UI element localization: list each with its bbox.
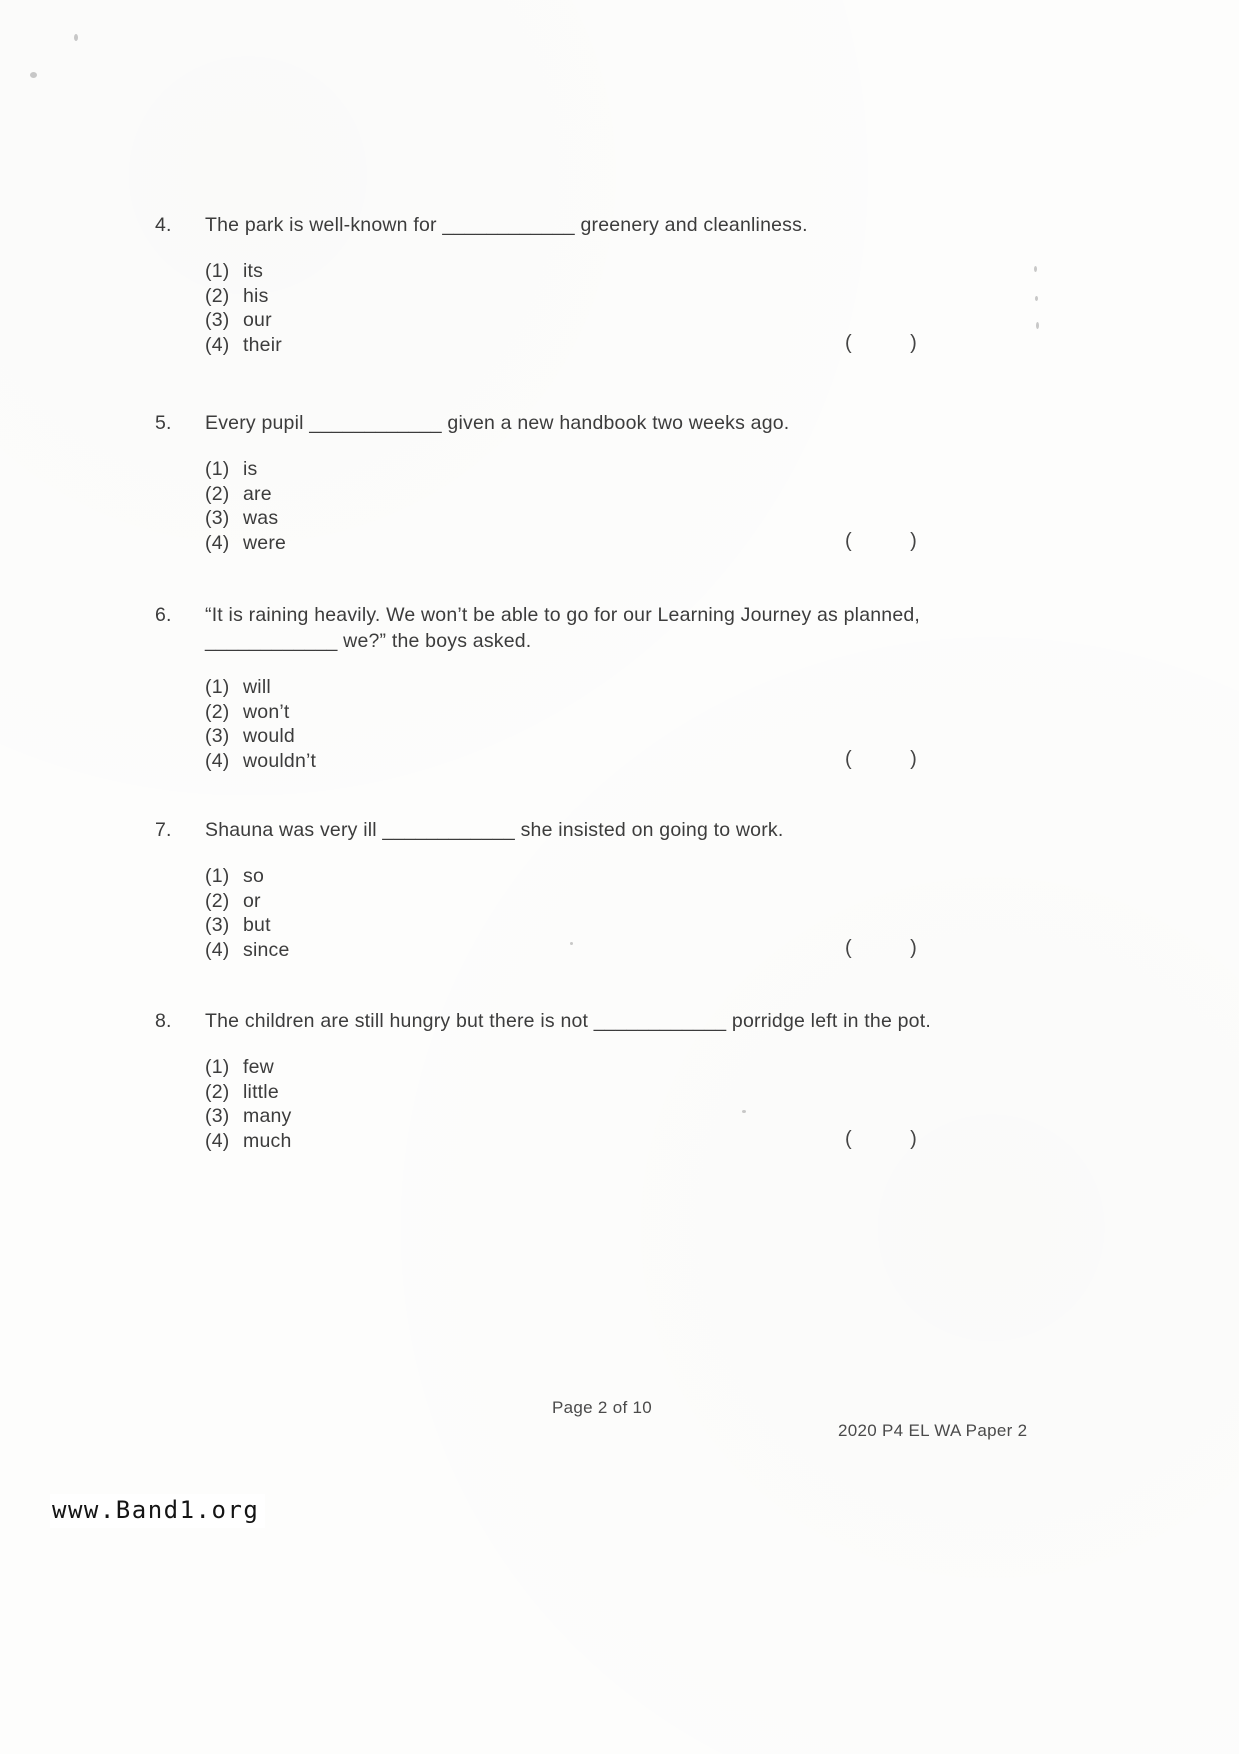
question-stem-continued [205, 628, 955, 654]
option-number: (2) [205, 284, 230, 307]
option [205, 506, 925, 531]
option-label: were [243, 531, 287, 554]
question-number: 6. [155, 604, 172, 626]
option [205, 889, 925, 914]
option [205, 531, 925, 556]
answer-brackets [845, 528, 917, 554]
option [205, 675, 925, 700]
question-text: ____________ we?” the boys asked. [205, 630, 532, 652]
document-reference: 2020 P4 EL WA Paper 2 [838, 1421, 1028, 1440]
question-stem [155, 410, 955, 436]
options-list [205, 259, 925, 357]
answer-brackets [845, 935, 917, 961]
question-text: Shauna was very ill ____________ she insisted on going to work. [205, 819, 784, 841]
option-number: (3) [205, 309, 230, 331]
option-number: (1) [205, 676, 230, 698]
option-number: (3) [205, 914, 230, 936]
option-label: our [243, 309, 272, 331]
bracket-open: ( [845, 937, 852, 959]
scan-artifact [742, 1110, 746, 1113]
scan-artifact [30, 72, 37, 78]
bracket-close: ) [910, 937, 917, 959]
question-stem [155, 212, 955, 238]
option-label: his [243, 284, 269, 307]
option-number: (1) [205, 1056, 230, 1078]
option-label: many [243, 1105, 292, 1127]
scan-artifact [1036, 322, 1039, 329]
option-number: (2) [205, 700, 230, 723]
answer-brackets [845, 746, 917, 772]
options-list [205, 675, 925, 773]
option-label: little [243, 1080, 279, 1103]
scan-artifact [74, 34, 78, 41]
option-label: few [243, 1056, 274, 1078]
option-label: wouldn’t [243, 749, 317, 772]
option [205, 333, 925, 358]
answer-brackets [845, 1126, 917, 1152]
page-number: Page 2 of 10 [552, 1398, 653, 1417]
question-4 [155, 212, 955, 357]
question-stem [155, 1008, 955, 1034]
option [205, 1104, 925, 1129]
question-8 [155, 1008, 955, 1153]
option-label: much [243, 1129, 292, 1152]
question-text: The park is well-known for ____________ greenery and cleanliness. [205, 214, 808, 236]
option [205, 259, 925, 284]
option-label: since [243, 938, 290, 961]
option [205, 749, 925, 774]
option-number: (4) [205, 749, 230, 772]
option [205, 457, 925, 482]
question-stem [155, 602, 955, 628]
option-number: (4) [205, 333, 230, 356]
scan-artifact [1035, 296, 1038, 301]
option-label: are [243, 482, 272, 505]
option-number: (3) [205, 725, 230, 747]
question-7 [155, 817, 955, 962]
option [205, 1080, 925, 1105]
option [205, 308, 925, 333]
option-number: (1) [205, 865, 230, 887]
bracket-close: ) [910, 332, 917, 354]
option [205, 1129, 925, 1154]
option-label: is [243, 458, 258, 480]
option [205, 938, 925, 963]
option-number: (1) [205, 260, 230, 282]
option [205, 724, 925, 749]
bracket-close: ) [910, 748, 917, 770]
option-number: (2) [205, 889, 230, 912]
question-6 [155, 602, 955, 773]
option-label: will [243, 676, 271, 698]
option-label: would [243, 725, 295, 747]
scan-artifact [1034, 266, 1037, 272]
option-number: (3) [205, 1105, 230, 1127]
question-text: “It is raining heavily. We won’t be able to go for our Learning Journey as planned, [205, 604, 921, 626]
question-number: 8. [155, 1010, 172, 1032]
bracket-open: ( [845, 748, 852, 770]
bracket-open: ( [845, 530, 852, 552]
option-number: (4) [205, 531, 230, 554]
question-text: Every pupil ____________ given a new handbook two weeks ago. [205, 412, 790, 434]
option-number: (1) [205, 458, 230, 480]
option-number: (2) [205, 1080, 230, 1103]
option-label: won’t [243, 700, 290, 723]
option-label: so [243, 865, 264, 887]
question-text: The children are still hungry but there is not ____________ porridge left in the pot. [205, 1010, 931, 1032]
option [205, 864, 925, 889]
watermark: www.Band1.org [50, 1494, 265, 1528]
bracket-open: ( [845, 332, 852, 354]
question-5 [155, 410, 955, 555]
question-stem [155, 817, 955, 843]
options-list [205, 864, 925, 962]
scan-artifact [570, 942, 573, 945]
option [205, 913, 925, 938]
option [205, 482, 925, 507]
option [205, 700, 925, 725]
bracket-open: ( [845, 1128, 852, 1150]
question-number: 5. [155, 412, 172, 434]
options-list [205, 1055, 925, 1153]
option-number: (2) [205, 482, 230, 505]
option-label: their [243, 333, 282, 356]
option-number: (4) [205, 938, 230, 961]
bracket-close: ) [910, 530, 917, 552]
option-label: its [243, 260, 264, 282]
question-number: 7. [155, 819, 172, 841]
option [205, 1055, 925, 1080]
question-number: 4. [155, 214, 172, 236]
answer-brackets [845, 330, 917, 356]
options-list [205, 457, 925, 555]
option-number: (3) [205, 507, 230, 529]
option-number: (4) [205, 1129, 230, 1152]
option-label: was [243, 507, 279, 529]
option-label: but [243, 914, 271, 936]
option-label: or [243, 889, 261, 912]
bracket-close: ) [910, 1128, 917, 1150]
option [205, 284, 925, 309]
